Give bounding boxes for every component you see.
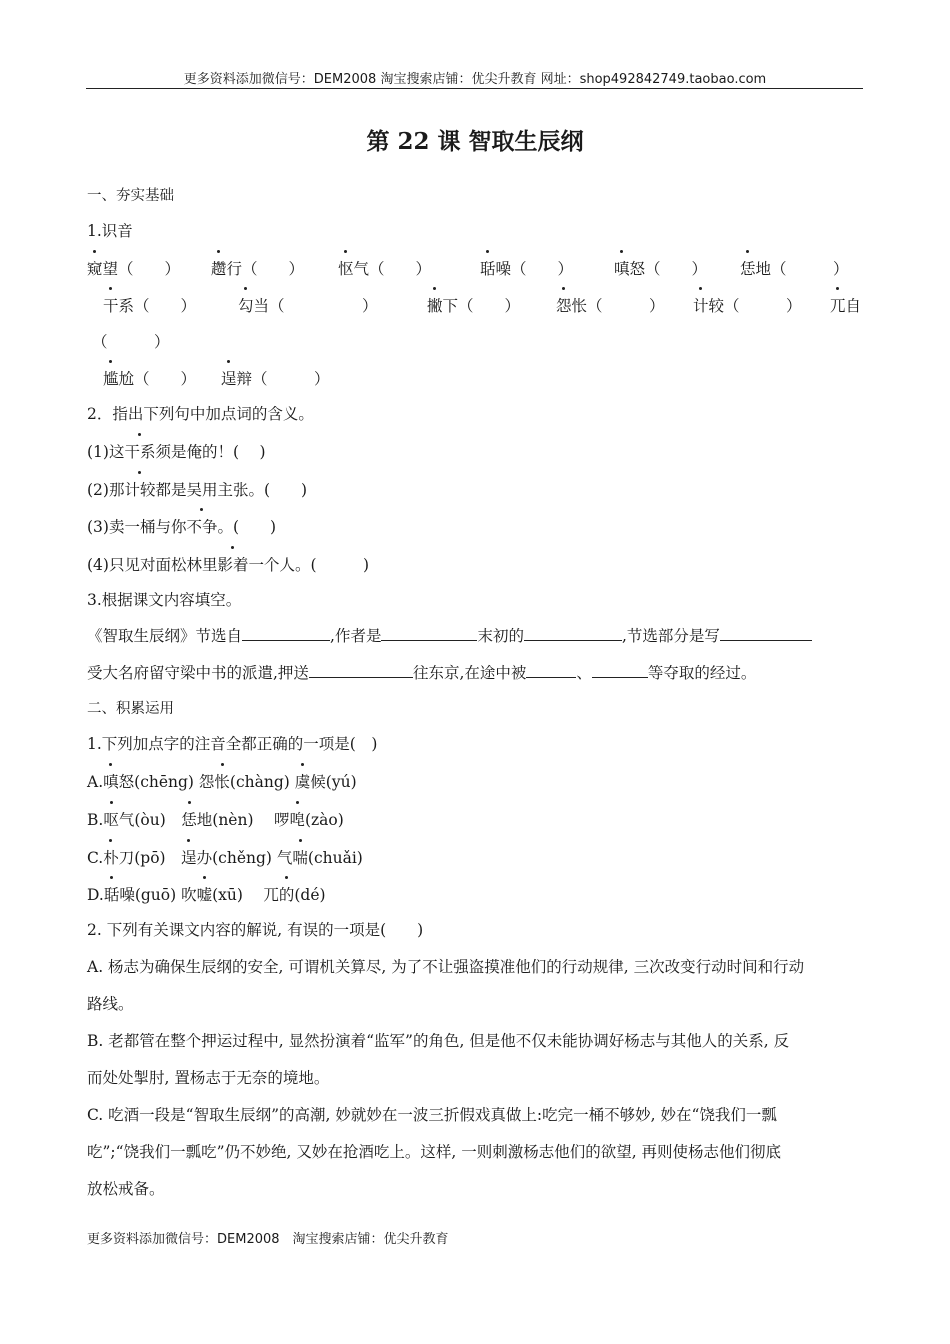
mc-question-2: 2. 下列有关课文内容的解说, 有误的一项是( ) — [87, 921, 424, 939]
mc-question-1: 1.下列加点字的注音全都正确的一项是( ) — [87, 735, 378, 753]
fill-line-2: 受大名府留守梁中书的派遣,押送 往东京,在途中被 、 等夺取的经过。 — [87, 664, 757, 682]
section-2-heading: 二、积累运用 — [87, 701, 174, 717]
dotted-word: 计较 — [124, 478, 155, 500]
fill-blank — [526, 663, 576, 678]
option-c: C.朴刀(pō) 逞办(chěng) 气喘(chuǎi) — [87, 846, 363, 868]
meaning-item: (4)只见对面松林里影着一个人。( ) — [87, 553, 369, 575]
option-text-line: C. 吃酒一段是“智取生辰纲”的高潮, 妙就妙在一波三折假戏真做上:吃完一桶不够妙, 妙在“饶我们一瓢 — [87, 1106, 777, 1124]
pinyin-item: 怄气（ ） — [338, 257, 431, 279]
section-1-heading: 一、夯实基础 — [87, 188, 174, 204]
q3-heading: 3.根据课文内容填空。 — [87, 591, 242, 609]
meaning-item: (3)卖一桶与你不争。( ) — [87, 515, 276, 537]
fill-blank — [720, 626, 812, 641]
dotted-word: 不争 — [186, 515, 217, 537]
dotted-char: 撇 — [427, 294, 443, 316]
option-text-line: 吃”;“饶我们一瓢吃”仍不妙绝, 又妙在抢酒吃上。这样, 一则刺激杨志他们的欲望, 再则使杨志他们彻底 — [87, 1143, 782, 1161]
page-header: 更多资料添加微信号：DEM2008 淘宝搜索店铺：优尖升教育 网址：shop492842749.taobao.com — [183, 72, 767, 87]
pinyin-item: 聒噪（ ） — [480, 257, 573, 279]
meaning-item: (1)这干系须是俺的！( ) — [87, 440, 266, 462]
dotted-char: 趱 — [211, 257, 227, 279]
fill-blank — [242, 626, 330, 641]
dotted-word: 影着 — [217, 553, 248, 575]
dotted-char: 恁 — [740, 257, 756, 279]
pinyin-item: 计较（ ） — [693, 294, 802, 316]
pinyin-item: 勾当（ ） — [238, 294, 378, 316]
dotted-char: 兀 — [830, 294, 846, 316]
option-text-line: A. 杨志为确保生辰纲的安全, 可谓机关算尽, 为了不让强盗摸准他们的行动规律, 三次改变行动时间和行动 — [87, 958, 805, 976]
fill-line-1: 《智取生辰纲》节选自 ,作者是 末初的 ,节选部分是写 — [87, 624, 812, 646]
option-text-line: 路线。 — [87, 995, 134, 1013]
dotted-char: 聒 — [480, 257, 496, 279]
q1-heading: 1.识音 — [87, 222, 133, 240]
option-text-line: 而处处掣肘, 置杨志于无奈的境地。 — [87, 1069, 330, 1087]
option-text-line: B. 老都管在整个押运过程中, 显然扮演着“监军”的角色, 但是他不仅未能协调好杨志与其他人的关系, 反 — [87, 1032, 790, 1050]
header-rule — [86, 88, 863, 89]
pinyin-item: 怨怅（ ） — [556, 294, 665, 316]
option-a: A.嗔怒(chēng) 怨怅(chàng) 虞候(yú) — [87, 770, 357, 792]
pinyin-item: 兀自 — [830, 294, 861, 316]
dotted-char: 怨 — [556, 294, 572, 316]
pinyin-item: 干系（ ） — [103, 294, 196, 316]
pinyin-blank: （ ） — [92, 333, 170, 351]
pinyin-item: 撇下（ ） — [427, 294, 520, 316]
dotted-char: 勾 — [238, 294, 254, 316]
pinyin-item: 尴尬（ ） — [103, 367, 196, 389]
dotted-char: 计 — [693, 294, 709, 316]
dotted-char: 尴 — [103, 367, 119, 389]
dotted-word: 干系 — [124, 440, 155, 462]
dotted-char: 怄 — [338, 257, 354, 279]
fill-blank — [592, 663, 648, 678]
dotted-char: 嗔 — [614, 257, 630, 279]
dotted-char: 逞 — [221, 367, 237, 389]
fill-blank — [381, 626, 477, 641]
dotted-char: 干 — [103, 294, 119, 316]
option-b: B.呕气(òu) 恁地(nèn) 啰唣(zào) — [87, 808, 344, 830]
meaning-item: (2)那计较都是吴用主张。( ) — [87, 478, 307, 500]
pinyin-item: 窥望（ ） — [87, 257, 180, 279]
page-title: 第 22 课 智取生辰纲 — [366, 128, 584, 155]
option-text-line: 放松戒备。 — [87, 1180, 165, 1198]
pinyin-item: 逞辩（ ） — [221, 367, 330, 389]
q2-heading: 2．指出下列句中加点词的含义。 — [87, 405, 314, 423]
page-footer: 更多资料添加微信号：DEM2008 淘宝搜索店铺：优尖升教育 — [87, 1232, 449, 1247]
fill-blank — [309, 663, 413, 678]
pinyin-item: 嗔怒（ ） — [614, 257, 707, 279]
pinyin-item: 恁地（ ） — [740, 257, 849, 279]
option-d: D.聒噪(guō) 吹嘘(xū) 兀的(dé) — [87, 883, 326, 905]
dotted-char: 窥 — [87, 257, 103, 279]
pinyin-item: 趱行（ ） — [211, 257, 304, 279]
fill-blank — [524, 626, 622, 641]
